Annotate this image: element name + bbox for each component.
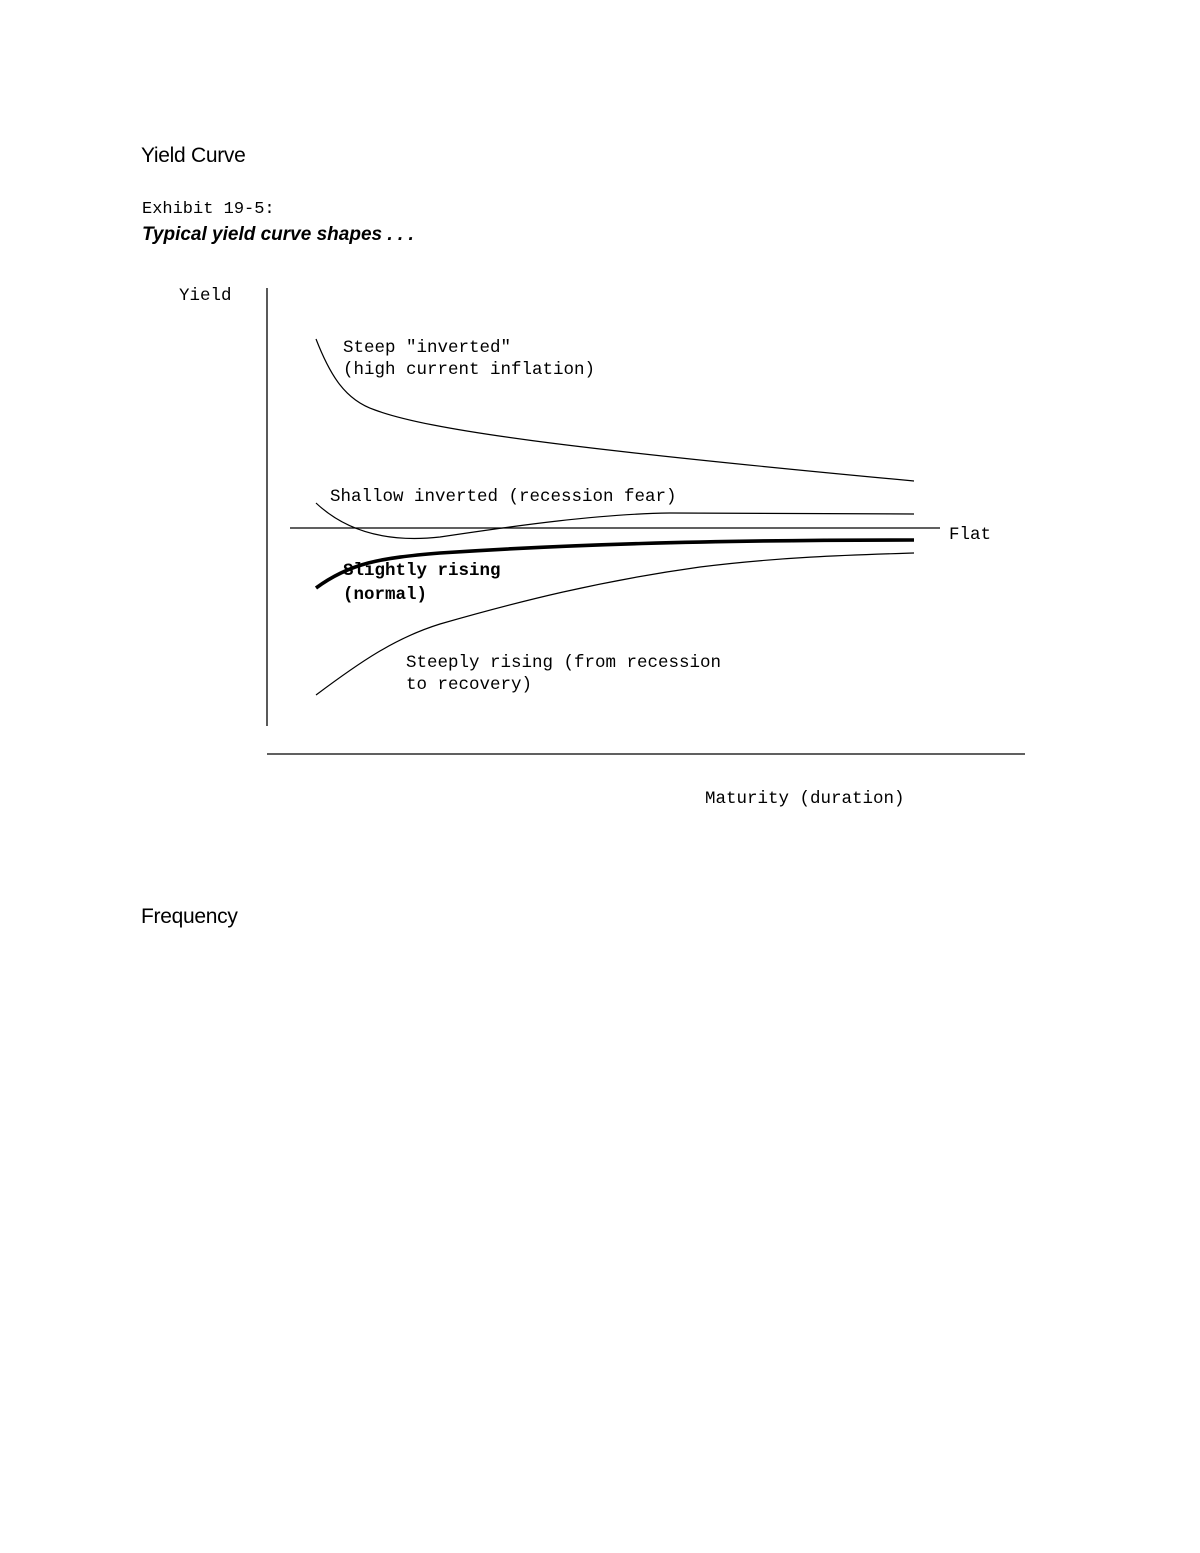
shallow-inverted-curve (316, 503, 914, 538)
steep-inverted-label-line1: Steep "inverted" (343, 338, 512, 358)
x-axis-label: Maturity (duration) (705, 789, 905, 809)
y-axis-label: Yield (179, 286, 232, 306)
slightly-rising-label-line1: Slightly rising (343, 561, 501, 581)
steep-inverted-label-line2: (high current inflation) (343, 360, 596, 380)
shallow-inverted-label: Shallow inverted (recession fear) (330, 487, 677, 507)
exhibit-number: Exhibit 19-5: (142, 200, 275, 219)
flat-label: Flat (949, 525, 992, 545)
next-section-title: Frequency (141, 905, 238, 928)
exhibit-title: Typical yield curve shapes . . . (142, 224, 414, 245)
steeply-rising-label-line2: to recovery) (406, 675, 533, 695)
slightly-rising-label-line2: (normal) (343, 585, 428, 605)
section-title: Yield Curve (141, 144, 246, 167)
steeply-rising-label-line1: Steeply rising (from recession (406, 653, 722, 673)
